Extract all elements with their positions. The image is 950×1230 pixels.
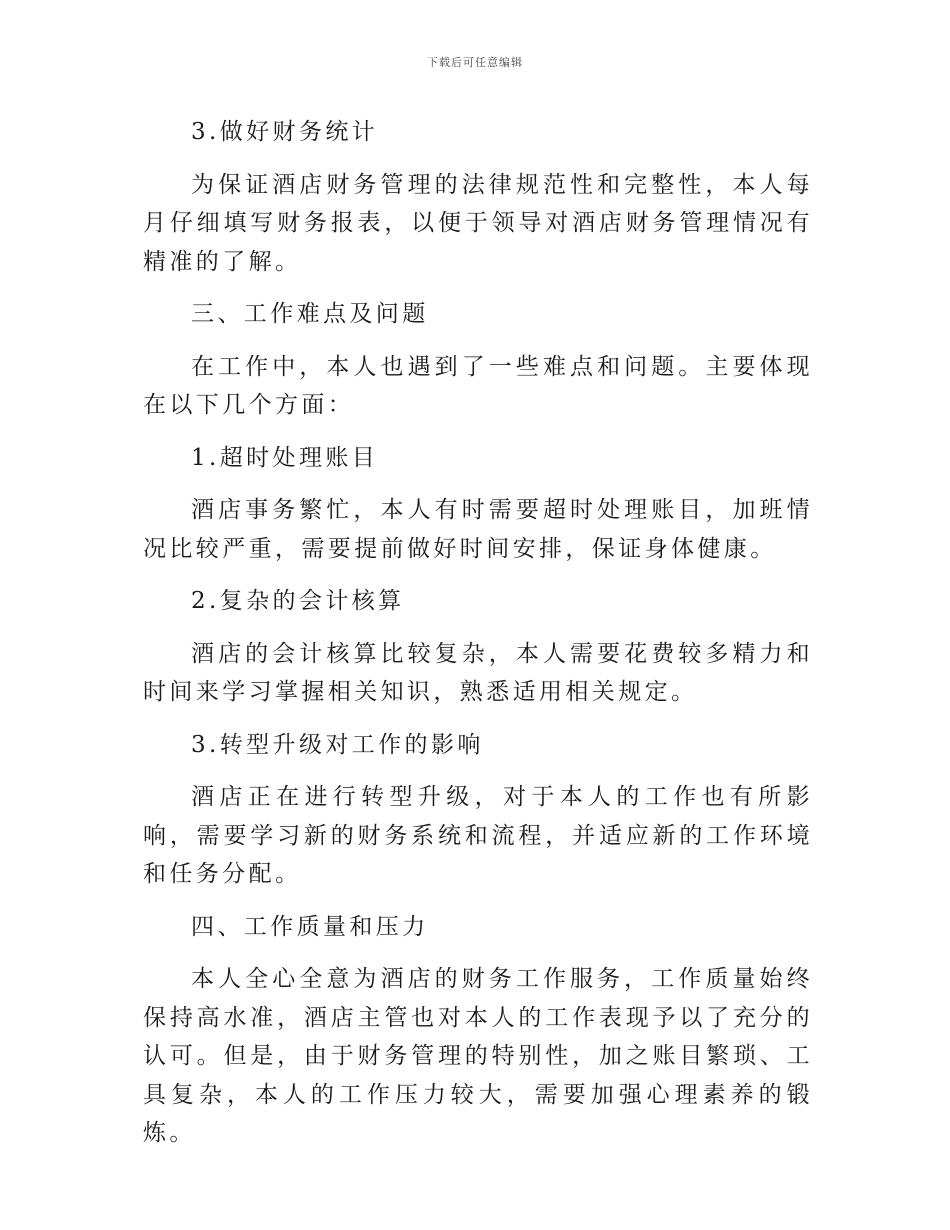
document-body [143,113,813,1153]
section-heading: 四、工作质量和压力 [191,913,429,940]
page-header: 下载后可任意编辑 [427,56,523,69]
body-paragraph: 本人全心全意为酒店的财务工作服务，工作质量始终保持高水准，酒店主管也对本人的工作表现予以了充分的认可。但是，由于财务管理的特别性，加之账目繁琐、工具复杂，本人的工作压力较大，需要加强心理素养的锻炼。 [143,966,813,1146]
body-paragraph: 酒店的会计核算比较复杂，本人需要花费较多精力和时间来学习掌握相关知识，熟悉适用相关规定。 [143,640,813,705]
section-heading: 3.做好财务统计 [191,119,379,145]
section-heading: 1.超时处理账目 [191,444,379,471]
body-paragraph: 酒店正在进行转型升级，对于本人的工作也有所影响，需要学习新的财务系统和流程，并适应新的工作环境和任务分配。 [143,784,813,887]
body-paragraph: 酒店事务繁忙，本人有时需要超时处理账目，加班情况比较严重，需要提前做好时间安排，保证身体健康。 [143,497,813,562]
section-heading: 3.转型升级对工作的影响 [191,731,484,758]
section-heading: 2.复杂的会计核算 [191,588,405,614]
body-paragraph: 为保证酒店财务管理的法律规范性和完整性，本人每月仔细填写财务报表，以便于领导对酒店财务管理情况有精准的了解。 [143,171,813,275]
body-paragraph: 在工作中，本人也遇到了一些难点和问题。主要体现在以下几个方面： [143,353,813,418]
section-heading: 三、工作难点及问题 [191,301,429,327]
